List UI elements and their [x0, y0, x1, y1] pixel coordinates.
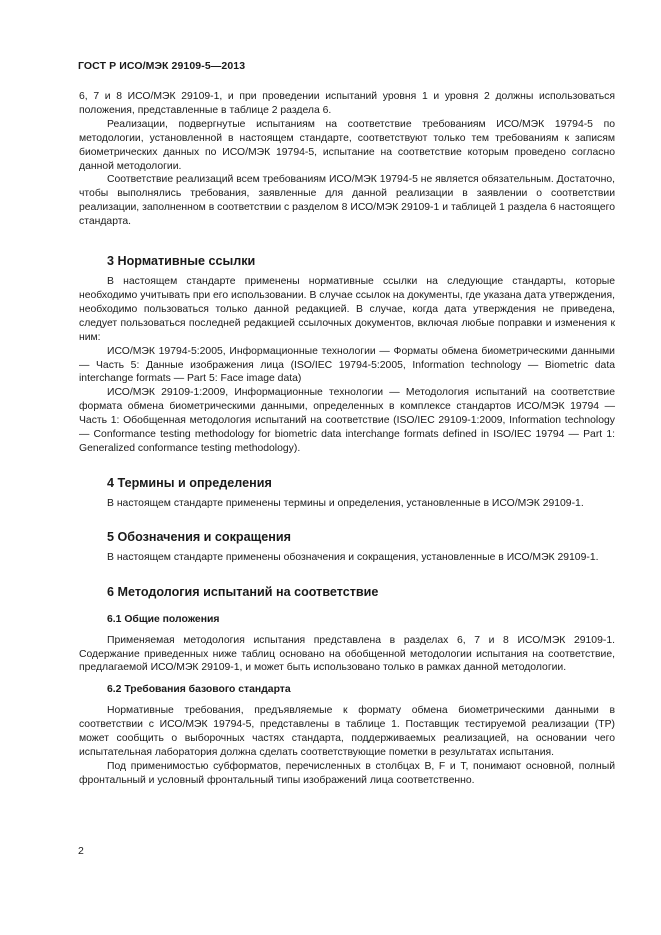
section-5-heading: 5 Обозначения и сокращения	[107, 529, 291, 544]
section-3-heading: 3 Нормативные ссылки	[107, 254, 256, 269]
section-3-reference-1: ИСО/МЭК 19794-5:2005, Информационные технологии — Форматы обмена биометрическими данными — Часть 5: Данные изображения лица (ISO/IEC 19794-5:2005, Information technology — Biometric data interchange formats — Part 5: Face image data)	[79, 345, 615, 385]
subsection-6-1-paragraph-1: Применяемая методология испытания представлена в разделах 6, 7 и 8 ИСО/МЭК 29109-1. Содержание приведенных ниже таблиц основано на обобщенной методологии испытания на соответствие, предлагаемой ИСО/МЭК 29109-1, и может быть использовано только в рамках данной методологии.	[79, 634, 615, 674]
section-6-heading: 6 Методология испытаний на соответствие	[107, 584, 379, 599]
intro-paragraph-3: Соответствие реализаций всем требованиям ИСО/МЭК 19794-5 не является обязательным. Достаточно, чтобы выполнялись требования, заявленные для данной реализации в заявлении о соответствии реализации, заполненном в соответствии с разделом 8 ИСО/МЭК 29109-1 и таблицей 1 раздела 6 настоящего стандарта.	[79, 174, 615, 228]
running-header: ГОСТ Р ИСО/МЭК 29109-5—2013	[78, 60, 246, 72]
page-body	[79, 90, 615, 788]
section-4-paragraph-1: В настоящем стандарте применены термины и определения, установленные в ИСО/МЭК 29109-1.	[107, 497, 584, 509]
page-number: 2	[78, 845, 84, 857]
section-3-reference-2: ИСО/МЭК 29109-1:2009, Информационные технологии — Методология испытаний на соответствие формата обмена биометрическими данными, определенных в комплексе стандартов ИСО/МЭК 19794 — Часть 1: Обобщенная методология испытаний на соответствие (ISO/IEC 29109-1:2009, Information technology — Conformance testing methodology for biometric data interchange formats defined in ISO/IEC 19794 — Part 1: Generalized conformance testing methodology).	[79, 387, 615, 454]
intro-paragraph-2: Реализации, подвергнутые испытаниям на соответствие требованиям ИСО/МЭК 19794-5 по методологии, установленной в настоящем стандарте, соответствуют только тем требованиям к записям биометрических данных по ИСО/МЭК 19794-5, испытание на соответствие которым проведено согласно данной методологии.	[79, 118, 615, 172]
subsection-6-2-heading: 6.2 Требования базового стандарта	[107, 684, 291, 696]
intro-paragraph-1: 6, 7 и 8 ИСО/МЭК 29109-1, и при проведении испытаний уровня 1 и уровня 2 должны использоваться положения, представленные в таблице 2 раздела 6.	[79, 91, 615, 116]
subsection-6-2-paragraph-1: Нормативные требования, предъявляемые к формату обмена биометрическими данными в соответствии с ИСО/МЭК 19794-5, представлены в таблице 1. Поставщик тестируемой реализации (ТР) может сообщить о выборочных частях стандарта, поддерживаемых реализацией, на основании чего испытательная лаборатория должна сделать соответствующие пометки в результатах испытания.	[79, 705, 615, 759]
subsection-6-1-heading: 6.1 Общие положения	[107, 613, 220, 625]
section-3-paragraph-1: В настоящем стандарте применены нормативные ссылки на следующие стандарты, которые необходимо учитывать при его использовании. В случае ссылок на документы, где указана дата утверждения, необходимо пользоваться только данной редакцией. В случае, когда дата утверждения не приведена, следует пользоваться последней редакцией ссылочных документов, включая любые поправки и изменения к ним:	[79, 276, 615, 343]
section-4-heading: 4 Термины и определения	[107, 475, 272, 490]
section-5-paragraph-1: В настоящем стандарте применены обозначения и сокращения, установленные в ИСО/МЭК 29109-1.	[107, 551, 599, 563]
subsection-6-2-paragraph-2: Под применимостью субформатов, перечисленных в столбцах B, F и T, понимают основной, полный фронтальный и условный фронтальный типы изображений лица соответственно.	[79, 761, 615, 786]
